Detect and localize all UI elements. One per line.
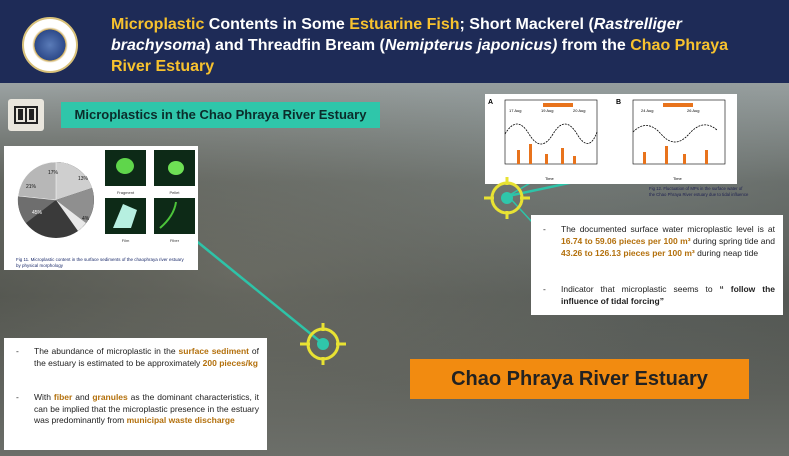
- figure-caption-right: Fig 12. Fluctuation of MPs in the surface water of the Chao Phraya River estuary due to tidal influence: [649, 186, 749, 197]
- svg-text:20 Aug: 20 Aug: [573, 108, 586, 113]
- svg-text:Time: Time: [545, 176, 554, 181]
- panel-a-label: A: [488, 99, 494, 106]
- sediment-findings-box: - The abundance of microplastic in the surface sediment of the estuary is estimated to be approximately 200 pieces/kg - With fiber and granules as the dominant characteristics, it can be implied that the microplastic presence in the estuary was predominantly from municipal waste discharge: [4, 338, 267, 450]
- section-label: Microplastics in the Chao Phraya River Estuary: [61, 102, 380, 128]
- book-icon: [8, 99, 44, 131]
- figure-caption-left: Fig 11. Microplastic content in the surface sediments of the chaophraya river estuary by physical morphology: [16, 257, 184, 268]
- svg-text:24 Aug: 24 Aug: [641, 108, 654, 113]
- panel-b: [613, 94, 733, 184]
- svg-text:26 Aug: 26 Aug: [687, 108, 700, 113]
- tidal-findings-box: - The documented surface water microplastic level is at 16.74 to 59.06 pieces per 100 m³ during spring tide and 43.26 to 126.13 pieces per 100 m³ during neap tide - Indicator that microplastic seems to “ follow the influence of tidal forcing”: [531, 215, 783, 315]
- fiber-photo: Fiber: [154, 198, 195, 234]
- tidal-figure: [485, 94, 737, 184]
- target-marker-icon: [298, 322, 348, 366]
- pie-chart: [10, 154, 102, 246]
- particle-photos: [105, 150, 198, 246]
- target-marker-icon: [482, 176, 532, 220]
- pie-label: 45%: [32, 210, 43, 216]
- pellet-photo: Pellet: [154, 150, 195, 186]
- panel-a: [485, 94, 605, 184]
- pie-label: 4%: [82, 216, 90, 222]
- university-logo: [22, 17, 78, 73]
- panel-b-label: B: [616, 99, 622, 106]
- estuary-label: Chao Phraya River Estuary: [410, 359, 749, 399]
- fragment-photo: Fragment: [105, 150, 146, 186]
- page-title: Microplastic Contents in Some Estuarine Fish; Short Mackerel (Rastrelliger brachysoma) and Threadfin Bream (Nemipterus japonicus) from the Chao Phraya River Estuary: [111, 16, 729, 75]
- header-bar: [0, 0, 789, 83]
- pie-label: 13%: [78, 176, 89, 182]
- film-photo: Film: [105, 198, 146, 234]
- svg-text:Time: Time: [673, 176, 682, 181]
- pie-label: 17%: [48, 170, 59, 176]
- sediment-figure: [4, 146, 198, 270]
- svg-text:17 Aug: 17 Aug: [509, 108, 522, 113]
- svg-text:19 Aug: 19 Aug: [541, 108, 554, 113]
- pie-label: 21%: [26, 184, 37, 190]
